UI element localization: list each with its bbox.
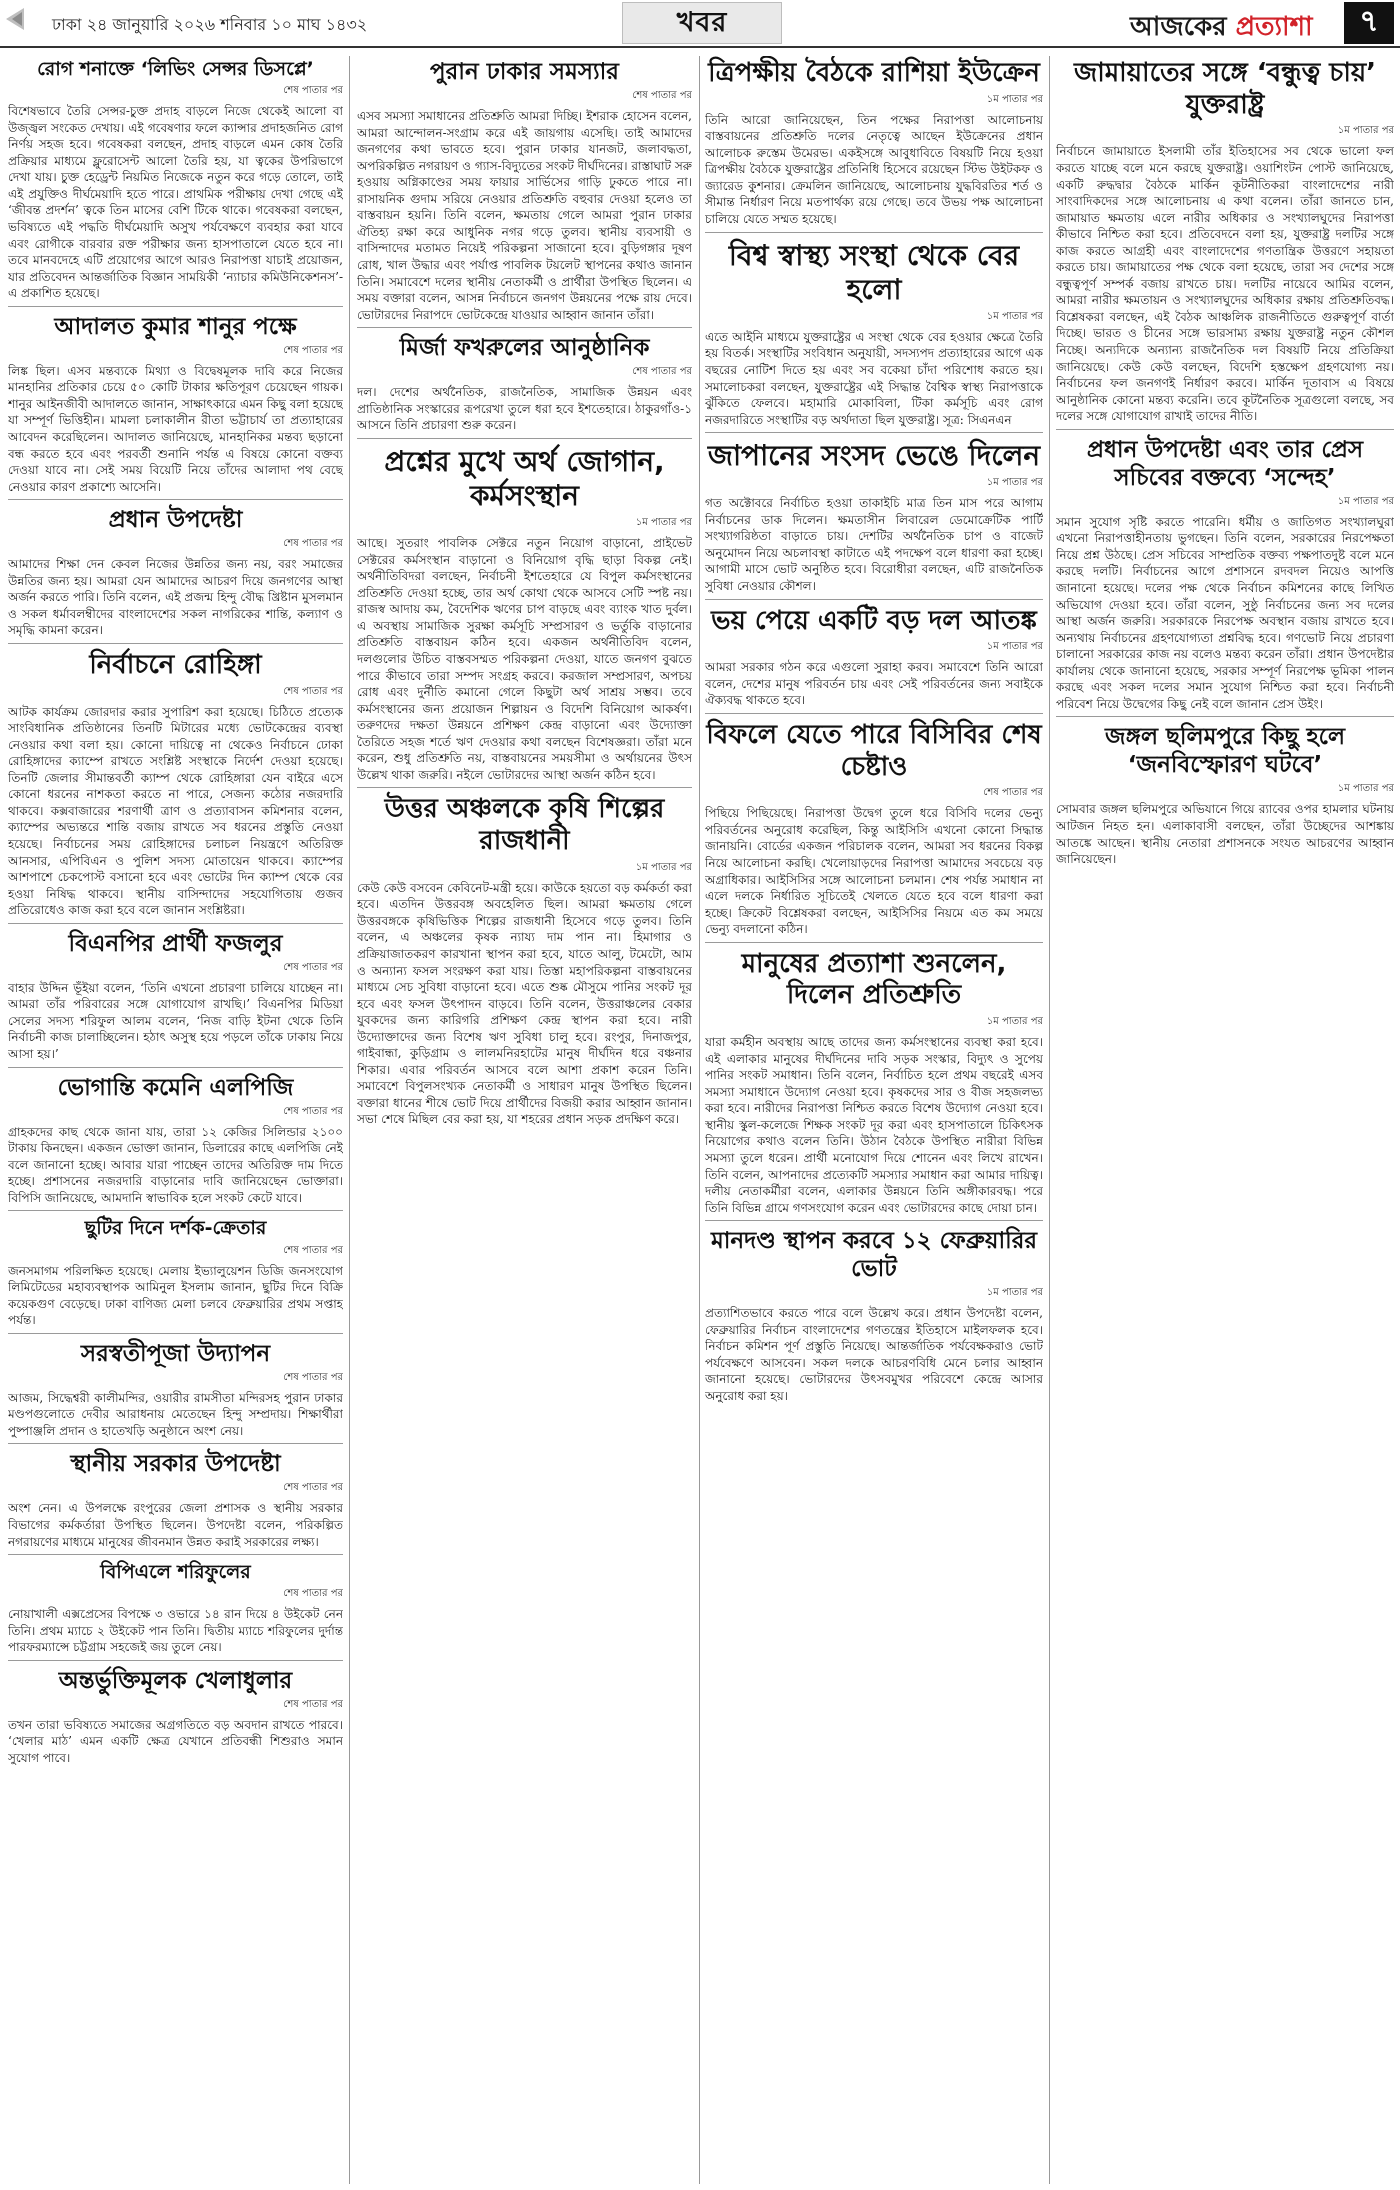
article-continuation: ১ম পাতার পর [986,1287,1043,1299]
article [8,58,343,307]
article-continuation: শেষ পাতার পর [283,344,343,356]
article-continuation: ১ম পাতার পর [986,310,1043,322]
article-continuation: শেষ পাতার পর [283,1698,343,1710]
article-continuation: ১ম পাতার পর [635,517,692,529]
article-headline: মানদণ্ড স্থাপন করবে ১২ ফেব্রুয়ারির ভোট [710,1228,1038,1283]
article [705,439,1043,599]
article-headline: প্রধান উপদেষ্টা এবং তার প্রেস সচিবের বক্তব্যে ‘সন্দেহ’ [1086,436,1364,491]
column-divider [1049,56,1050,2184]
article-headline: বিএনপির প্রার্থী ফজলুর [68,930,283,957]
article-body: দল। দেশের অর্থনৈতিক, রাজনৈতিক, সামাজিক উন্নয়ন এবং প্রাতিষ্ঠানিক সংস্কারের রূপরেখা তুলে ধরা হবে ইশতেহারে। ঠাকুরগাঁও-১ আসনে তিনি প্রচারণা শুরু করেন। [357,385,692,433]
article-separator [1056,716,1394,717]
article-body: লিঙ্ক ছিল। এসব মন্তব্যকে মিথ্যা ও বিদ্বেষমূলক দাবি করে নিজের মানহানির প্রতিকার চেয়ে ৫০ কোটি টাকার ক্ষতিপূরণ চেয়েছেন গায়ক। শানুর আইনজীবী আদালতে জানান, সাক্ষাৎকারে এমন কিছু বলা হয়েছে যা সম্পূর্ণ ভিত্তিহীন। মামলা চলাকালীন রীতা ভট্টাচার্য তা প্রত্যাহারের আবেদন করেছিলেন। আদালত জানিয়েছে, মানহানিকর মন্তব্য ছড়ানো বন্ধ করতে হবে এবং পরবর্তী শুনানি পর্যন্ত এ বিষয়ে কোনো বক্তব্য দেওয়া যাবে না। সেই সময় বিয়েটি নিয়ে তাঁদের আলাদা পথ বেছে নেওয়ার কারণ প্রকাশ্যে আসেনি। [8,363,343,494]
article-body: তখন তারা ভবিষ্যতে সমাজের অগ্রগতিতে বড় অবদান রাখতে পারবে। ‘খেলার মাঠ’ এমন একটি ক্ষেত্র যেখানে প্রতিবন্ধী শিশুরাও সমান সুযোগ পাবে। [8,1717,343,1766]
page-number: ৭ [1359,4,1379,39]
column-4 [1056,56,1394,2184]
article-body: পিছিয়ে পিছিয়েছে। নিরাপত্তা উদ্বেগ তুলে ধরে বিসিবি দলের ভেন্যু পরিবর্তনের অনুরোধ করেছিল, কিন্তু আইসিসি এখনো কোনো সিদ্ধান্ত জানায়নি। বোর্ডের একজন পরিচালক বলেন, আমরা সব ধরনের বিকল্প নিয়ে আলোচনা করছি। খেলোয়াড়দের নিরাপত্তা আমাদের সবচেয়ে বড় অগ্রাধিকার। আইসিসির সঙ্গে আলোচনা চলমান। শেষ পর্যন্ত সমাধান না এলে দলকে নির্ধারিত সূচিতেই খেলতে যেতে হবে বলে ধারণা করা হচ্ছে। ক্রিকেট বিশ্লেষকরা বলছেন, আইসিসির নিয়মে এত কম সময়ে ভেন্যু বদলানো কঠিন। [705,806,1043,937]
article [705,949,1043,1221]
article-continuation: শেষ পাতার পর [283,538,343,550]
article-separator [705,942,1043,943]
article-headline: ত্রিপক্ষীয় বৈঠকে রাশিয়া ইউক্রেন [708,58,1040,88]
masthead-rule [0,46,1400,48]
article-separator [8,499,343,500]
article [357,334,692,439]
article-body: আমরা সরকার গঠন করে এগুলো সুরাহা করব। সমাবেশে তিনি আরো বলেন, দেশের মানুষ পরিবর্তন চায় এবং সেই পরিবর্তনের জন্য সবাইকে ঐক্যবদ্ধ থাকতে হবে। [705,660,1043,708]
article-headline: বিপিএলে শরিফুলের [100,1561,251,1584]
article [8,930,343,1068]
article-body: এসব সমস্যা সমাধানের প্রতিশ্রুতি আমরা দিচ্ছি। ইশরাক হোসেন বলেন, আমরা আন্দোলন-সংগ্রাম করে এই জায়গায় এসেছি। তাই আমাদের জনগণের কথা ভাবতে হবে। পুরান ঢাকার যানজট, জলাবদ্ধতা, অপরিকল্পিত নগরায়ণ ও গ্যাস-বিদ্যুতের সংকট দীর্ঘদিনের। রাস্তাঘাট সরু হওয়ায় অগ্নিকাণ্ডের সময় ফায়ার সার্ভিসের গাড়ি ঢুকতে পারে না। রাসায়নিক গুদাম সরিয়ে নেওয়ার প্রতিশ্রুতি বহুবার দেওয়া হলেও তা বাস্তবায়ন হয়নি। তিনি বলেন, ক্ষমতায় গেলে আমরা পুরান ঢাকার ঐতিহ্য রক্ষা করে আধুনিক নগর গড়ে তুলব। স্থানীয় ব্যবসায়ী ও বাসিন্দাদের মতামত নিয়েই পরিকল্পনা সাজানো হবে। বুড়িগঙ্গার দূষণ রোধ, খাল উদ্ধার এবং পর্যাপ্ত পাবলিক টয়লেট স্থাপনের কথাও জানান তিনি। সমাবেশে দলের স্থানীয় নেতাকর্মী ও প্রার্থীরা উপস্থিত ছিলেন। এ সময় বক্তারা বলেন, আসন্ন নির্বাচনে জনগণ উন্নয়নের পক্ষে রায় দেবে। ভোটারদের নিরাপদে ভোটকেন্দ্রে যাওয়ার আহ্বান জানান তাঁরা। [357,109,692,322]
article [357,794,692,1128]
article [705,239,1043,434]
article-headline: স্থানীয় সরকার উপদেষ্টা [70,1451,281,1478]
article-body: নির্বাচনে জামায়াতে ইসলামী তাঁর ইতিহাসের সব থেকে ভালো ফল করতে যাচ্ছে বলে মনে করছে যুক্তরাষ্ট্র। ওয়াশিংটন পোস্ট জানিয়েছে, একটি রুদ্ধদ্বার বৈঠকে মার্কিন কূটনীতিকরা বাংলাদেশের নারী সাংবাদিকদের সঙ্গে আলোচনায় এ কথা বলেন। তাঁরা জানতে চান, জামায়াত ক্ষমতায় এলে নারীর অধিকার ও সংখ্যালঘুদের নিরাপত্তা কীভাবে নিশ্চিত করা হবে। প্রতিবেদনে বলা হয়, যুক্তরাষ্ট্র দলটির সঙ্গে কাজ করতে আগ্রহী এবং বাংলাদেশের গণতান্ত্রিক উত্তরণে সহায়তা করতে চায়। জামায়াতের পক্ষ থেকে বলা হয়েছে, তারা সব দেশের সঙ্গে বন্ধুত্বপূর্ণ সম্পর্ক বজায় রাখতে চায়। দলটির নায়েবে আমির বলেন, আমরা নারীর ক্ষমতায়ন ও সংখ্যালঘুদের অধিকার রক্ষায় প্রতিশ্রুতিবদ্ধ। বিশ্লেষকরা বলছেন, এই বৈঠক আঞ্চলিক রাজনীতিতে গুরুত্বপূর্ণ বার্তা দিচ্ছে। ভারত ও চীনের সঙ্গে ভারসাম্য রক্ষায় যুক্তরাষ্ট্র নতুন কৌশল নিচ্ছে। অন্যদিকে অন্যান্য রাজনৈতিক দল বিষয়টি নিয়ে প্রতিক্রিয়া জানিয়েছে। কেউ কেউ বলছেন, বিদেশি হস্তক্ষেপ গ্রহণযোগ্য নয়। নির্বাচনের ফল জনগণই নির্ধারণ করবে। মার্কিন দূতাবাস এ বিষয়ে আনুষ্ঠানিক কোনো মন্তব্য করেনি। তবে কূটনৈতিক সূত্রগুলো বলছে, সব দলের সঙ্গে যোগাযোগ রাখাই তাদের নীতি। [1056,144,1394,424]
logo-text-part1: আজকের [1130,12,1236,42]
article-headline: উত্তর অঞ্চলকে কৃষি শিল্পের রাজধানী [384,794,665,857]
article [8,506,343,644]
article-headline: বিশ্ব স্বাস্থ্য সংস্থা থেকে বের হলো [728,238,1020,306]
article-separator [8,643,343,644]
masthead [0,0,1400,46]
article-headline: জঙ্গল ছলিমপুরে কিছু হলে ‘জনবিস্ফোরণ ঘটবে’ [1105,724,1345,779]
article-headline: বিফলে যেতে পারে বিসিবির শেষ চেষ্টাও [706,719,1042,782]
article-headline: ভোগান্তি কমেনি এলপিজি [57,1074,294,1101]
article-body: আজম, সিদ্ধেশ্বরী কালীমন্দির, ওয়ারীর রামসীতা মন্দিরসহ পুরান ঢাকার মণ্ডপগুলোতে দেবীর আরাধনায় মেতেছেন হিন্দু সম্প্রদায়। শিক্ষার্থীরা পুষ্পাঞ্জলি প্রদান ও হাতেখড়ি অনুষ্ঠানে অংশ নেয়। [8,1390,343,1438]
article-body: এতে আইনি মাধ্যমে যুক্তরাষ্ট্রের এ সংস্থা থেকে বের হওয়ার ক্ষেত্রে তৈরি হয় বিতর্ক। সংস্থাটির সংবিধান অনুযায়ী, সদস্যপদ প্রত্যাহারের আগে এক বছরের নোটিশ দিতে হয় এবং সব বকেয়া চাঁদা পরিশোধ করতে হয়। সমালোচকরা বলছেন, যুক্তরাষ্ট্রের এই সিদ্ধান্ত বৈশ্বিক স্বাস্থ্য নিরাপত্তাকে ঝুঁকিতে ফেলবে। মহামারি মোকাবিলা, টিকা কর্মসূচি এবং রোগ নজরদারিতে সংস্থাটির বড় অর্থদাতা ছিল যুক্তরাষ্ট্র। সূত্র: সিএনএন [705,329,1043,427]
article-body: আটক কার্যক্রম জোরদার করার সুপারিশ করা হয়েছে। চিঠিতে প্রত্যেক সাংবিধানিক প্রতিষ্ঠানের তিনটি মিটারের মধ্যে ভোটকেন্দ্রের ব্যবস্থা নেওয়ার কথা বলা হয়। কোনো দায়িত্বে না থেকেও নির্বাচনে ঢোকা রোহিঙ্গাদের ক্যাম্পে রাখতে সংশ্লিষ্ট সংস্থাকে নির্দেশ দেওয়া হয়েছে। তিনটি জেলার সীমান্তবর্তী ক্যাম্প থেকে রোহিঙ্গারা যেন বাইরে এসে কোনো ধরনের নাশকতা করতে না পারে, সেজন্য কঠোর নজরদারি থাকবে। কক্সবাজারের শরণার্থী ত্রাণ ও প্রত্যাবাসন কমিশনার বলেন, ক্যাম্পের অভ্যন্তরে শান্তি বজায় রাখতে সব ধরনের প্রস্তুতি নেওয়া হয়েছে। নির্বাচনের সময় রোহিঙ্গাদের চলাচল নিয়ন্ত্রণে অতিরিক্ত আনসার, এপিবিএন ও পুলিশ সদস্য মোতায়েন থাকবে। ক্যাম্পের আশপাশে চেকপোস্ট বসানো হবে এবং ভোটের দিন ক্যাম্প থেকে বের হওয়া নিষিদ্ধ থাকবে। স্থানীয় বাসিন্দাদের সহযোগিতায় গুজব প্রতিরোধেও কাজ করা হবে বলে জানান সংশ্লিষ্টরা। [8,704,343,918]
article-body: জনসমাগম পরিলক্ষিত হয়েছে। মেলায় ইভ্যালুয়েশন ডিজি জনসংযোগ লিমিটেডের মহাব্যবস্থাপক আমিনুল ইসলাম জানান, ছুটির দিনে বিক্রি কয়েকগুণ বেড়েছে। ঢাকা বাণিজ্য মেলা চলবে ফেব্রুয়ারির প্রথম সপ্তাহ পর্যন্ত। [8,1263,343,1328]
issue-date: ঢাকা ২৪ জানুয়ারি ২০২৬ শনিবার ১০ মাঘ ১৪৩২ [52,15,368,34]
article-continuation: ১ম পাতার পর [986,93,1043,105]
article-headline: প্রধান উপদেষ্টা [108,507,243,534]
article [8,650,343,924]
article-headline: পুরান ঢাকার সমস্যার [430,59,619,85]
article [8,1074,343,1212]
article-continuation: শেষ পাতার পর [983,787,1043,799]
article-continuation: শেষ পাতার পর [283,1588,343,1600]
article-headline: নির্বাচনে রোহিঙ্গা [89,649,262,680]
article-continuation: ১ম পাতার পর [986,641,1043,653]
article-separator [357,327,692,328]
article-separator [705,713,1043,714]
article-separator [8,306,343,307]
article-headline: ভয় পেয়ে একটি বড় দল আতঙ্ক [711,605,1037,636]
article-headline: রোগ শনাক্তে ‘লিভিং সেন্সর ডিসপ্লে’ [37,58,314,80]
article-headline: জাপানের সংসদ ভেঙে দিলেন [707,439,1041,473]
article-headline: মানুষের প্রত্যাশা শুনলেন, দিলেন প্রতিশ্রুতি [741,948,1007,1011]
article [705,58,1043,233]
article [8,1450,343,1555]
article-separator [705,1220,1043,1221]
article-body: বাহার উদ্দিন ভূঁইয়া বলেন, ‘তিনি এখনো প্রচারণা চালিয়ে যাচ্ছেন না। আমরা তাঁর পরিবারের সঙ্গে যোগাযোগ রাখছি।’ বিএনপির মিডিয়া সেলের সদস্য শরিফুল আলম বলেন, ‘নিজ বাড়ি ইটনা থেকে তিনি নির্বাচনী কাজ চালাচ্ছিলেন। হঠাৎ অসুস্থ হয়ে পড়লে তাঁকে ঢাকায় নিয়ে আসা হয়।’ [8,980,343,1061]
article-headline: আদালত কুমার শানুর পক্ষে [54,313,297,340]
article-body: অংশ নেন। এ উপলক্ষে রংপুরের জেলা প্রশাসক ও স্থানীয় সরকার বিভাগের কর্মকর্তারা উপস্থিত ছিলেন। উপদেষ্টা বলেন, পরিকল্পিত নগরায়ণের মাধ্যমে মানুষের জীবনমান উন্নত করাই সরকারের লক্ষ্য। [8,1501,343,1549]
article-headline: সরস্বতীপূজা উদ্যাপন [80,1340,271,1367]
article-separator [8,1554,343,1555]
article-body: কেউ কেউ বসবেন কেবিনেট-মন্ত্রী হয়ে। কাউকে হয়তো বড় কর্মকর্তা করা হবে। এতদিন উত্তরবঙ্গ অবহেলিত ছিল। আমরা ক্ষমতায় গেলে উত্তরবঙ্গকে কৃষিভিত্তিক শিল্পের রাজধানী হিসেবে গড়ে তুলব। তিনি বলেন, এ অঞ্চলের কৃষক ন্যায্য দাম পান না। হিমাগার ও প্রক্রিয়াজাতকরণ কারখানা স্থাপন করা হবে, যাতে আলু, টমেটো, আম ও অন্যান্য ফসল সংরক্ষণ করা যায়। তিস্তা মহাপরিকল্পনা বাস্তবায়নের মাধ্যমে সেচ সুবিধা বাড়ানো হবে। এতে শুষ্ক মৌসুমে পানির সংকট দূর হবে এবং ফসল উৎপাদন বাড়বে। তিনি বলেন, উত্তরাঞ্চলের বেকার যুবকদের জন্য কারিগরি প্রশিক্ষণ কেন্দ্র স্থাপন করা হবে। নারী উদ্যোক্তাদের জন্য বিশেষ ঋণ সুবিধা চালু হবে। রংপুর, দিনাজপুর, গাইবান্ধা, কুড়িগ্রাম ও লালমনিরহাটের মানুষ দীর্ঘদিন ধরে বঞ্চনার শিকার। এবার পরিবর্তন আসবে বলে আশা প্রকাশ করেন তিনি। সমাবেশে বিপুলসংখ্যক নেতাকর্মী ও সাধারণ মানুষ উপস্থিত ছিলেন। বক্তারা ধানের শীষে ভোট দিয়ে প্রার্থীদের বিজয়ী করার আহ্বান জানান। সভা শেষে মিছিল বের করা হয়, যা শহরের প্রধান সড়ক প্রদক্ষিণ করে। [357,880,692,1127]
article [8,1217,343,1333]
article-continuation: ১ম পাতার পর [1337,783,1394,795]
article-body: তিনি আরো জানিয়েছেন, তিন পক্ষের নিরাপত্তা আলোচনায় বাস্তবায়নের প্রতিশ্রুতি দলের নেতৃত্বে আছেন ইউক্রেনের প্রধান আলোচক রুস্তেম উমেরভ। একইসঙ্গে আবুধাবিতে বিষয়টি নিয়ে হওয়া ত্রিপক্ষীয় বৈঠকে যুক্তরাষ্ট্রের প্রতিনিধি হিসেবে রয়েছেন স্টিভ উইটকফ ও জ্যারেড কুশনার। ক্রেমলিন জানিয়েছে, আলোচনায় যুদ্ধবিরতির শর্ত ও সীমান্ত নির্ধারণ নিয়ে মতপার্থক্য রয়ে গেছে। তবে উভয় পক্ষ আলোচনা চালিয়ে যেতে সম্মত হয়েছে। [705,112,1043,226]
article-separator [8,1333,343,1334]
article [705,606,1043,714]
article-separator [705,232,1043,233]
article [705,1227,1043,1404]
article-body: যারা কর্মহীন অবস্থায় আছে তাদের জন্য কর্মসংস্থানের ব্যবস্থা করা হবে। এই এলাকার মানুষের দীর্ঘদিনের দাবি সড়ক সংস্কার, বিদ্যুৎ ও সুপেয় পানির সংকট সমাধান। তিনি বলেন, নির্বাচিত হলে প্রথম বছরেই এসব সমস্যা সমাধানে উদ্যোগ নেওয়া হবে। কৃষকদের সার ও বীজ সহজলভ্য করা হবে। নারীদের নিরাপত্তা নিশ্চিত করতে বিশেষ উদ্যোগ নেওয়া হবে। স্থানীয় স্কুল-কলেজে শিক্ষক সংকট দূর করা এবং হাসপাতালে চিকিৎসক নিয়োগের কথাও বলেন তিনি। উঠান বৈঠকে উপস্থিত নারীরা বিভিন্ন সমস্যা তুলে ধরেন। প্রার্থী মনোযোগ দিয়ে শোনেন এবং লিখে রাখেন। তিনি বলেন, আপনাদের প্রত্যেকটি সমস্যার সমাধান করা আমার দায়িত্ব। দলীয় নেতাকর্মীরা বলেন, এলাকার উন্নয়নে তিনি অঙ্গীকারবদ্ধ। পরে তিনি বিভিন্ন গ্রামে গণসংযোগ করেন এবং ভোটারদের কাছে দোয়া চান। [705,1035,1043,1215]
article-separator [8,1067,343,1068]
article-continuation: ১ম পাতার পর [1337,495,1394,507]
article-body: নোয়াখালী এক্সপ্রেসের বিপক্ষে ৩ ওভারে ১৪ রান দিয়ে ৪ উইকেট নেন তিনি। প্রথম ম্যাচে ২ উইকেট পান তিনি। দ্বিতীয় ম্যাচে শরিফুলের দুর্দান্ত পারফরম্যান্সে চট্টগ্রাম সহজেই জয় তুলে নেয়। [8,1607,343,1655]
article-body: গ্রাহকদের কাছ থেকে জানা যায়, তারা ১২ কেজির সিলিন্ডার ২১০০ টাকায় কিনছেন। একজন ভোক্তা জানান, ডিলারের কাছে এলপিজি নেই বলে জানানো হচ্ছে। আবার যারা পাচ্ছেন তাদের অতিরিক্ত দাম দিতে হচ্ছে। প্রশাসনের নজরদারি বাড়ানোর দাবি জানিয়েছেন ভোক্তারা। বিপিসি জানিয়েছে, আমদানি স্বাভাবিক হলে সংকট কেটে যাবে। [8,1124,343,1205]
article [357,58,692,328]
article-headline: মির্জা ফখরুলের আনুষ্ঠানিক [399,335,650,362]
article-separator [705,599,1043,600]
article-body: সমান সুযোগ সৃষ্টি করতে পারেনি। ধর্মীয় ও জাতিগত সংখ্যালঘুরা এখনো নিরাপত্তাহীনতায় ভুগছেন। তিনি বলেন, সরকারের নিরপেক্ষতা নিয়ে প্রশ্ন উঠছে। প্রেস সচিবের সাম্প্রতিক বক্তব্য পক্ষপাতদুষ্ট বলে মনে করছে দলটি। নির্বাচনের আগে প্রশাসনে রদবদল নিয়েও আপত্তি জানানো হয়েছে। দলের পক্ষ থেকে নির্বাচন কমিশনের কাছে লিখিত অভিযোগ দেওয়া হবে। তাঁরা বলেন, সুষ্ঠু নির্বাচনের জন্য সব দলের আস্থা অর্জন জরুরি। সরকারকে নিরপেক্ষ অবস্থান বজায় রাখতে হবে। অন্যথায় নির্বাচনের গ্রহণযোগ্যতা প্রশ্নবিদ্ধ হবে। গণভোট নিয়ে প্রচারণা চালানো সরকারের কাজ নয় বলেও মন্তব্য করেন তাঁরা। প্রধান উপদেষ্টার কার্যালয় থেকে জানানো হয়েছে, সরকার সম্পূর্ণ নিরপেক্ষ ভূমিকা পালন করছে এবং সকল দলের সমান সুযোগ নিশ্চিত করা হবে। নির্বাচনী পরিবেশ নিয়ে উদ্বেগের কিছু নেই বলে জানান প্রেস উইং। [1056,514,1394,711]
article-continuation: শেষ পাতার পর [283,1244,343,1256]
article-body: বিশেষভাবে তৈরি সেন্সর-চুক্ত প্রদাহ বাড়লে নিজে থেকেই আলো বা উজ্জ্বল সংকেত দেখায়। এই গবেষণার ফলে ক্যান্সার প্রদাহজনিত রোগ নির্ণয় সহজ হবে। গবেষকরা বলছেন, প্রদাহ বাড়লে এমন কোষ তৈরি প্রক্রিয়ার মাধ্যমে ফ্লুরোসেন্ট আলো তৈরি হয়, যা ত্বকের উপরিভাগে দেখা যায়। চুক্ত হেড্রেন্ট নিয়মিত নিজেকে নতুন করে গড়ে তোলে, তাই এই প্রযুক্তিও দীর্ঘমেয়াদি হতে পারে। প্রাথমিক পরীক্ষায় দেখা গেছে এই ‘জীবন্ত প্রদর্শন’ ত্বকে তিন মাসের বেশি টিকে থাকে। গবেষকরা বলছেন, ভবিষ্যতে এই পদ্ধতি দীর্ঘমেয়াদি অসুখ পর্যবেক্ষণে ব্যবহার করা যাবে এবং রোগীকে বারবার রক্ত পরীক্ষার জন্য হাসপাতালে যেতে হবে না। তবে মানবদেহে এটি প্রয়োগের আগে আরও নিরাপত্তা যাচাই প্রয়োজন, যার প্রতিবেদন আন্তর্জাতিক বিজ্ঞান সাময়িকী ‘ন্যাচার কমিউনিকেশনস’-এ প্রকাশিত হয়েছে। [8,104,343,301]
article-body: গত অক্টোবরে নির্বাচিত হওয়া তাকাইচি মাত্র তিন মাস পরে আগাম নির্বাচনের ডাক দিলেন। ক্ষমতাসীন লিবারেল ডেমোক্রেটিক পার্টি সংখ্যাগরিষ্ঠতা বাড়াতে চায়। দেশটির অর্থনৈতিক চাপ ও বাজেট অনুমোদন নিয়ে অচলাবস্থা কাটাতে এই পদক্ষেপ বলে ধারণা করা হচ্ছে। আগামী মাসে ভোট অনুষ্ঠিত হবে। বিরোধীরা বলছেন, এটি রাজনৈতিক সুবিধা নেওয়ার কৌশল। [705,496,1043,594]
article-body: আছে। সুতরাং পাবলিক সেক্টরে নতুন নিয়োগ বাড়ানো, প্রাইভেট সেক্টরের কর্মসংস্থান বাড়ানো ও বিনিয়োগ বৃদ্ধি ছাড়া বিকল্প নেই। অর্থনীতিবিদরা বলছেন, নির্বাচনী ইশতেহারে যে বিপুল কর্মসংস্থানের প্রতিশ্রুতি দেওয়া হচ্ছে, তার অর্থ কোথা থেকে আসবে সেটি স্পষ্ট নয়। রাজস্ব আদায় কম, বৈদেশিক ঋণের চাপ বাড়ছে এবং ব্যাংক খাত দুর্বল। এ অবস্থায় সামাজিক সুরক্ষা কর্মসূচি সম্প্রসারণ ও ভর্তুকি বাড়ানোর প্রতিশ্রুতি বাস্তবায়ন কঠিন হবে। একজন অর্থনীতিবিদ বলেন, দলগুলোর উচিত বাস্তবসম্মত পরিকল্পনা দেওয়া, যাতে জনগণ বুঝতে পারে কীভাবে তারা সম্পদ সংগ্রহ করবে। করজাল সম্প্রসারণ, অপচয় রোধ এবং দুর্নীতি কমানো গেলে কিছুটা অর্থ সাশ্রয় সম্ভব। তবে কর্মসংস্থানের জন্য প্রয়োজন শিল্পায়ন ও বিদেশি বিনিয়োগ আকর্ষণ। তরুণদের দক্ষতা উন্নয়নে প্রশিক্ষণ কেন্দ্র বাড়ানো এবং উদ্যোক্তা তৈরিতে সহজ শর্তে ঋণ দেওয়ার কথা বলছেন বিশেষজ্ঞরা। তাঁরা মনে করেন, শুধু প্রতিশ্রুতি নয়, বাস্তবায়নের সময়সীমা ও অর্থায়নের উৎস উল্লেখ থাকা জরুরি। নইলে ভোটারদের আস্থা অর্জন কঠিন হবে। [357,536,692,782]
article [8,1667,343,1767]
article-continuation: শেষ পাতার পর [283,1482,343,1494]
article-continuation: শেষ পাতার পর [283,1105,343,1117]
article-continuation: শেষ পাতার পর [283,685,343,697]
article-headline: অন্তর্ভুক্তিমূলক খেলাধুলার [58,1667,293,1694]
article-continuation: ১ম পাতার পর [635,861,692,873]
article-continuation: ১ম পাতার পর [986,1016,1043,1028]
page-number-box [1344,2,1394,44]
article [357,445,692,789]
article-body: আমাদের শিক্ষা দেন কেবল নিজের উন্নতির জন্য নয়, বরং সমাজের উন্নতির জন্য হয়। আমরা যেন আমাদের আচরণ দিয়ে জনগণের আস্থা অর্জন করতে পারি। তিনি বলেন, এই প্রজন্ম হিন্দু বৌদ্ধ খ্রিষ্টান মুসলমান ও সকল ধর্মাবলম্বীদের বাংলাদেশের সকল নাগরিকের শান্তি, কল্যাণ ও সমৃদ্ধি কামনা করেন। [8,557,343,638]
article [705,720,1043,943]
article-continuation: ১ম পাতার পর [1337,125,1394,137]
column-divider [349,56,350,2184]
article-body: প্রত্যাশিতভাবে করতে পারে বলে উল্লেখ করে। প্রধান উপদেষ্টা বলেন, ফেব্রুয়ারির নির্বাচন বাংলাদেশের গণতন্ত্রের ইতিহাসে মাইলফলক হবে। নির্বাচন কমিশন পূর্ণ প্রস্তুতি নিয়েছে। আন্তর্জাতিক পর্যবেক্ষকরাও ভোট পর্যবেক্ষণে আসবেন। সকল দলকে আচরণবিধি মেনে চলার আহ্বান জানানো হয়েছে। ভোটারদের উৎসবমুখর পরিবেশে কেন্দ্রে আসার অনুরোধ করা হয়। [705,1306,1043,1404]
article-separator [8,1443,343,1444]
section-label: খবর [676,7,728,38]
article [1056,58,1394,430]
article [1056,436,1394,718]
article-separator [8,923,343,924]
article-separator [357,787,692,788]
article-headline: প্রশ্নের মুখে অর্থ জোগান, কর্মসংস্থান [384,444,665,512]
logo-text-part2: প্রত্যাশা [1235,12,1313,42]
article [8,1340,343,1445]
article-continuation: শেষ পাতার পর [283,85,343,97]
article-continuation: শেষ পাতার পর [283,961,343,973]
article [8,1561,343,1661]
article-headline: ছুটির দিনে দর্শক-ক্রেতার [84,1217,267,1240]
section-label-box [622,2,782,44]
article-continuation: শেষ পাতার পর [632,90,692,102]
article-continuation: ১ম পাতার পর [986,477,1043,489]
article-separator [1056,429,1394,430]
article [8,313,343,500]
column-divider [699,56,700,2184]
article-continuation: শেষ পাতার পর [283,1371,343,1383]
column-2 [357,56,692,2184]
article-headline: জামায়াতের সঙ্গে ‘বন্ধুত্ব চায়’ যুক্তরাষ্ট্র [1073,58,1377,120]
page-arrow-icon [6,8,24,30]
article [1056,723,1394,867]
column-1 [8,56,343,2184]
article-body: সোমবার জঙ্গল ছলিমপুরে অভিযানে গিয়ে র‍্যাবের ওপর হামলার ঘটনায় আটজন নিহত হন। এলাকাবাসী বলছেন, তাঁরা উচ্ছেদের আশঙ্কায় আতঙ্কে আছেন। স্থানীয় নেতারা প্রশাসনকে সংযত আচরণের আহ্বান জানিয়েছেন। [1056,802,1394,867]
article-separator [357,438,692,439]
article-separator [8,1660,343,1661]
column-3 [705,56,1043,2184]
newspaper-logo [1130,6,1313,50]
article-continuation: শেষ পাতার পর [632,366,692,378]
article-separator [8,1210,343,1211]
article-separator [705,432,1043,433]
